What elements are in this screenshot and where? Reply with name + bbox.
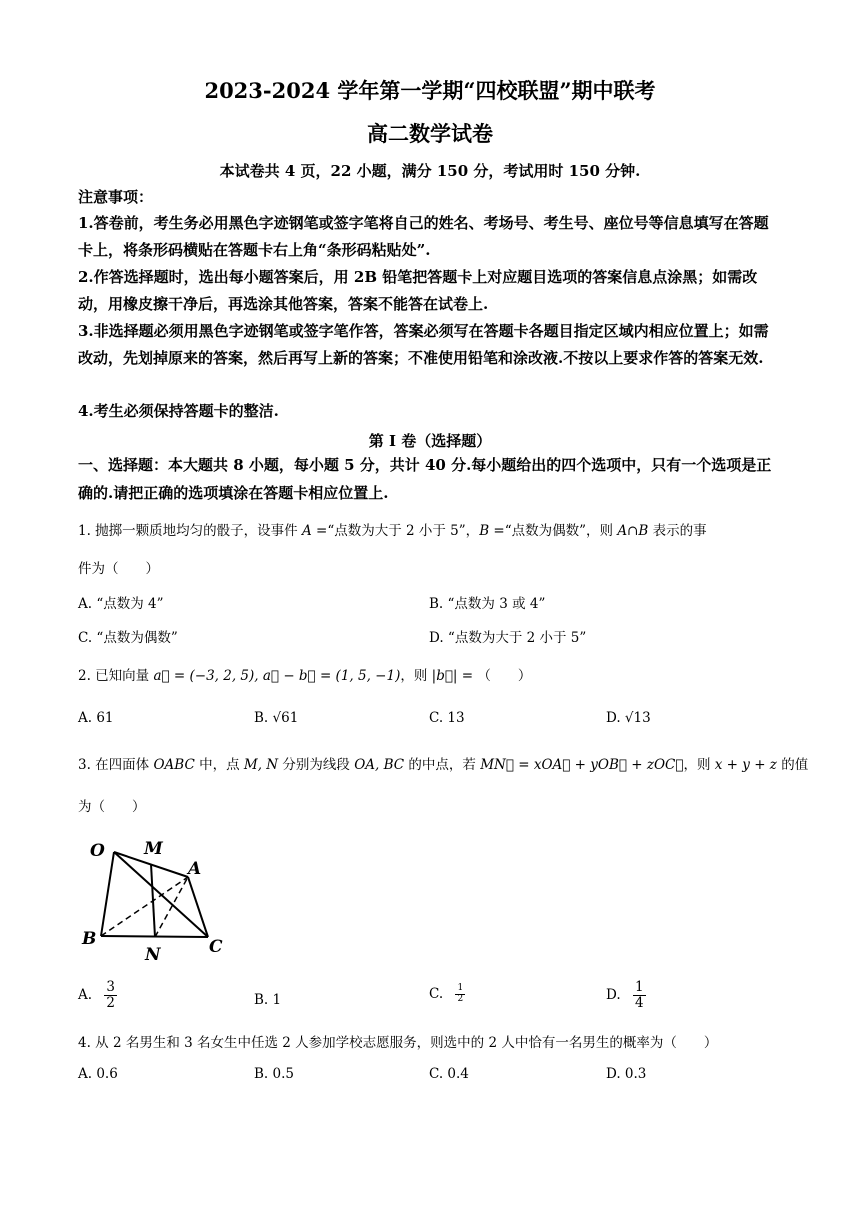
q2-text-3: = （ ） (457, 668, 532, 684)
tetrahedron-figure (78, 830, 248, 970)
q1-event-a: A (301, 523, 312, 539)
q2-option-c: C. 13 (429, 710, 465, 726)
q3-option-c-numerator: 1 (457, 983, 464, 993)
q3-option-a (78, 980, 117, 1011)
q1-intersection: A∩B (617, 523, 649, 539)
q3-segments: OA, BC (354, 757, 405, 773)
q1-text-4: 表示的事 (648, 523, 707, 539)
label-n: N (145, 945, 161, 965)
q1-text-3: =“点数为偶数”，则 (489, 523, 618, 539)
exam-info: 本试卷共 4 页，22 小题，满分 150 分，考试用时 150 分钟. (219, 162, 641, 180)
q3-option-c-fraction (455, 984, 465, 1005)
q3-option-c (429, 984, 465, 1005)
q3-option-c-label: C. (429, 985, 444, 1002)
exam-title: 2023-2024 学年第一学期“四校联盟”期中联考 (204, 78, 656, 103)
note-item-3: 3.非选择题必须用黑色字迹钢笔或签字笔作答，答案必须写在答题卡各题目指定区域内相应位置上；如需改动，先划掉原来的答案，然后再写上新的答案；不准使用铅笔和涂改液.不按以上要求作答的答案无效. (78, 322, 769, 367)
q3-points: M, N (243, 757, 279, 773)
label-b: B (82, 929, 97, 949)
q2-option-a: A. 61 (78, 710, 114, 726)
note-item-1: 1.答卷前，考生务必用黑色字迹钢笔或签字笔将自己的姓名、考场号、考生号、座位号等信息填写在答题卡上，将条形码横贴在答题卡右上角“条形码粘贴处”. (78, 214, 769, 259)
section-description: 一、选择题：本大题共 8 小题，每小题 5 分，共计 40 分.每小题给出的四个选项中，只有一个选项是正确的.请把正确的选项填涂在答题卡相应位置上. (78, 456, 772, 502)
q3-text-4: 的中点，若 (404, 757, 481, 773)
q4-option-c: C. 0.4 (429, 1066, 469, 1082)
q2-text-1: 2. 已知向量 (78, 668, 154, 684)
q3-option-d-denominator: 4 (634, 994, 644, 1011)
question-1-line-1 (78, 519, 707, 539)
q4-option-a: A. 0.6 (78, 1066, 118, 1082)
note-item-2: 2.作答选择题时，选出每小题答案后，用 2B 铅笔把答题卡上对应题目选项的答案信息点涂黑；如需改动，用橡皮擦干净后，再选涂其他答案，答案不能答在试卷上. (78, 268, 758, 313)
q1-event-b: B (479, 523, 490, 539)
q1-option-b: B. “点数为 3 或 4” (429, 596, 546, 612)
question-3-line-1 (78, 753, 808, 773)
q3-option-a-denominator: 2 (106, 994, 115, 1011)
segment-an-hidden (155, 877, 188, 937)
label-m: M (144, 839, 163, 859)
q3-vector-equation: MN⃗ = xOA⃗ + yOB⃗ + zOC⃗ (480, 757, 684, 773)
label-c: C (209, 937, 223, 957)
q1-option-a: A. “点数为 4” (78, 596, 164, 612)
q3-option-b: B. 1 (254, 992, 282, 1008)
q2-text-2: ，则 (400, 668, 432, 684)
q3-option-a-label: A. (78, 986, 93, 1003)
q3-option-a-numerator: 3 (106, 979, 115, 995)
q3-text-3: 分别为线段 (278, 757, 355, 773)
note-item-4: 4.考生必须保持答题卡的整洁. (78, 402, 279, 420)
q4-option-b: B. 0.5 (254, 1066, 294, 1082)
exam-subtitle: 高二数学试卷 (367, 121, 493, 146)
question-4: 4. 从 2 名男生和 3 名女生中任选 2 人参加学校志愿服务，则选中的 2 人中恰有一名男生的概率为（ ） (78, 1035, 718, 1051)
q4-option-d: D. 0.3 (606, 1066, 647, 1082)
q2-option-d: D. √13 (606, 710, 651, 726)
q2-magnitude: |b⃗| (431, 668, 458, 684)
q3-option-d-label: D. (606, 986, 621, 1003)
q1-text-2: =“点数为大于 2 小于 5”， (311, 523, 480, 539)
q3-option-c-denominator: 2 (457, 993, 464, 1004)
q3-tetrahedron: OABC (153, 757, 195, 773)
q1-option-d: D. “点数为大于 2 小于 5” (429, 630, 587, 646)
q3-sum: x + y + z (714, 757, 777, 773)
q1-text-1: 1. 抛掷一颗质地均匀的骰子，设事件 (78, 523, 302, 539)
label-a: A (188, 859, 202, 879)
q3-option-d (606, 980, 646, 1011)
q3-text-1: 3. 在四面体 (78, 757, 154, 773)
section-title: 第 I 卷（选择题） (368, 432, 492, 450)
question-2 (78, 664, 531, 684)
question-3-line-2: 为（ ） (78, 799, 146, 815)
q3-option-d-numerator: 1 (634, 979, 644, 995)
q2-option-b: B. √61 (254, 710, 299, 726)
q3-option-a-fraction (104, 980, 117, 1011)
q3-text-5: ，则 (683, 757, 715, 773)
q3-option-d-fraction (633, 980, 646, 1011)
q1-option-c: C. “点数为偶数” (78, 630, 178, 646)
label-o: O (90, 841, 105, 861)
q3-text-6: 的值 (776, 757, 809, 773)
edge-ob (101, 852, 114, 936)
q3-text-2: 中，点 (194, 757, 244, 773)
notes-heading: 注意事项： (78, 188, 154, 206)
question-1-line-2: 件为（ ） (78, 561, 159, 577)
q2-vector-expression: a⃗ = (−3, 2, 5), a⃗ − b⃗ = (1, 5, −1) (153, 668, 401, 684)
